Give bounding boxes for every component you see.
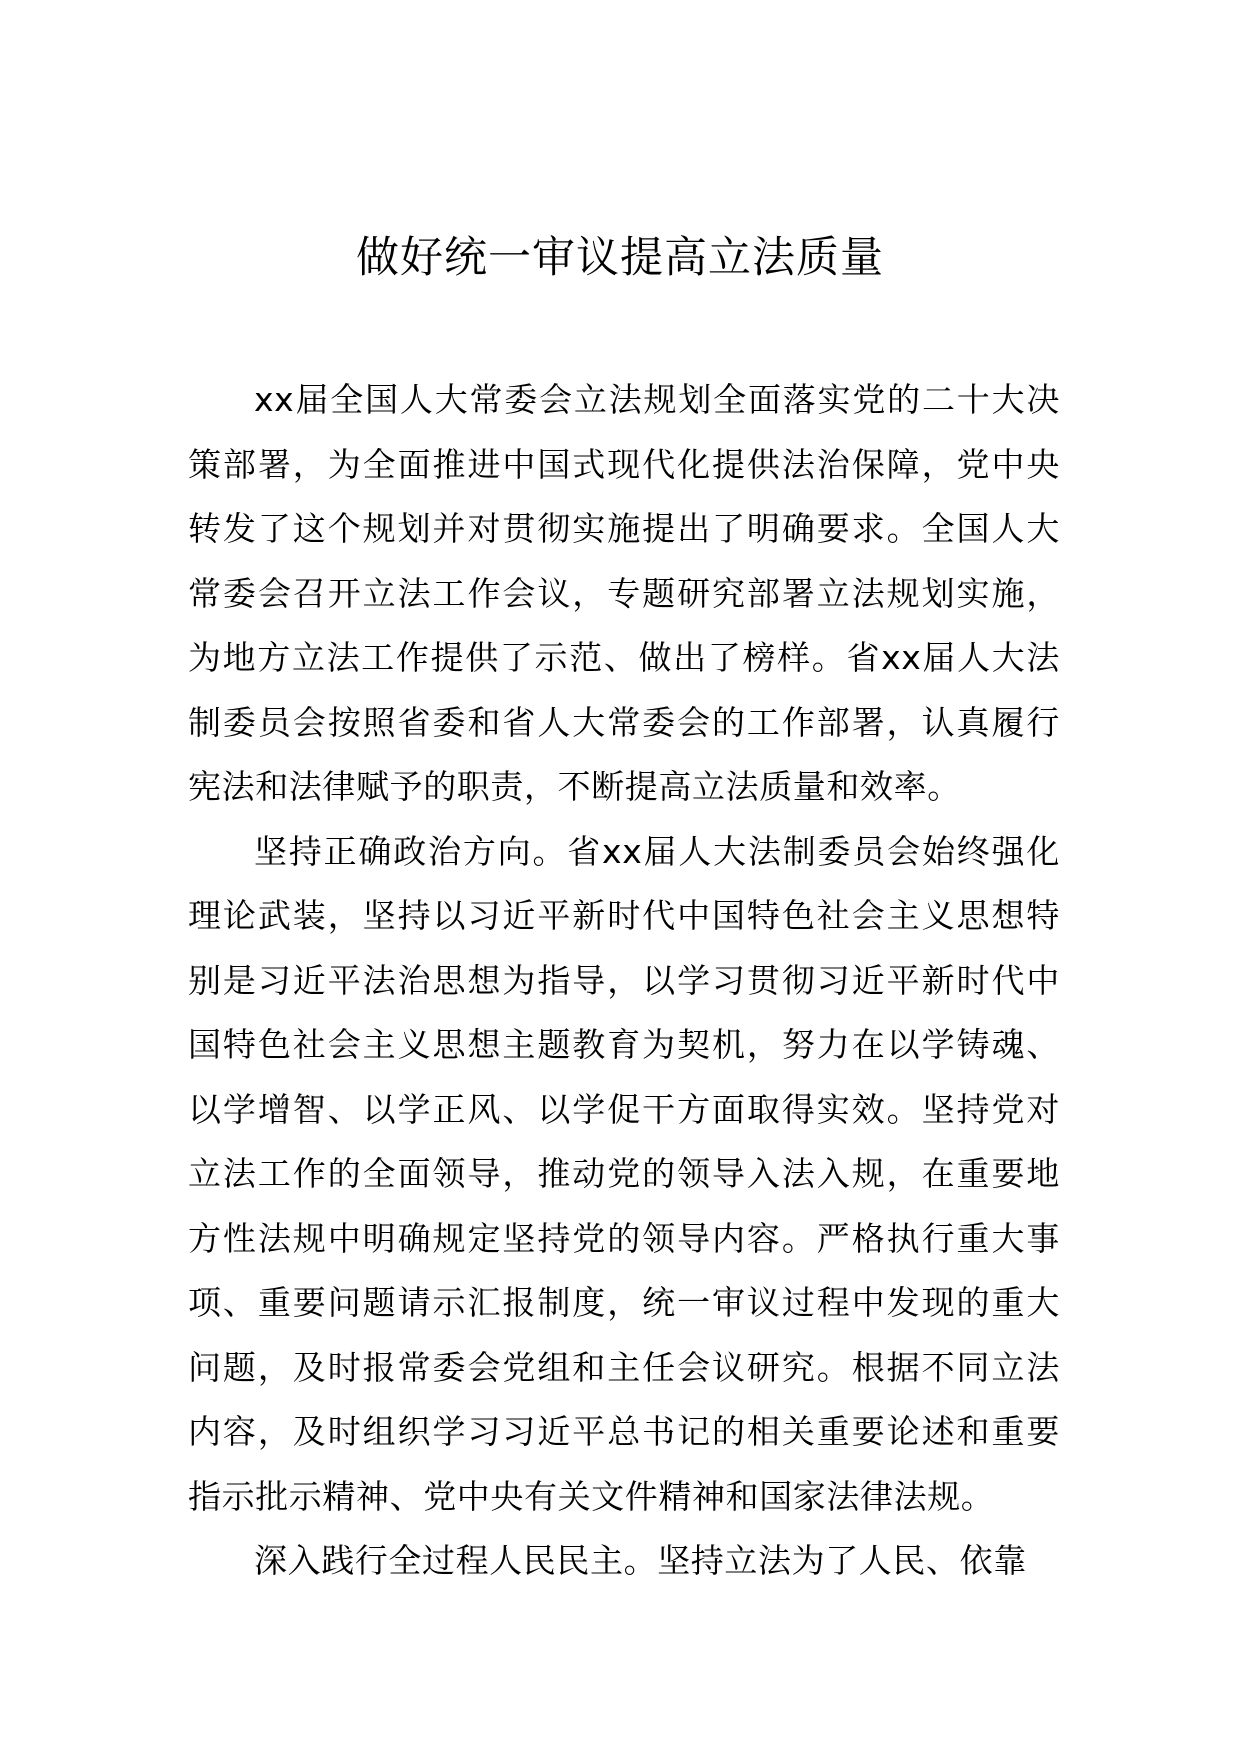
- paragraph-political-direction: 坚持正确政治方向。省xx届人大法制委员会始终强化理论武装，坚持以习近平新时代中国特色社会主义思想特别是习近平法治思想为指导，以学习贯彻习近平新时代中国特色社会主义思想主题教育为契机，努力在以学铸魂、以学增智、以学正风、以学促干方面取得实效。坚持党对立法工作的全面领导，推动党的领导入法入规，在重要地方性法规中明确规定坚持党的领导内容。严格执行重大事项、重要问题请示汇报制度，统一审议过程中发现的重大问题，及时报常委会党组和主任会议研究。根据不同立法内容，及时组织学习习近平总书记的相关重要论述和重要指示批示精神、党中央有关文件精神和国家法律法规。: [188, 831, 1060, 1516]
- document-body: [188, 368, 1060, 1594]
- document-title: 做好统一审议提高立法质量: [356, 233, 884, 283]
- paragraph-people-democracy: 深入践行全过程人民民主。坚持立法为了人民、依靠: [254, 1541, 1027, 1580]
- paragraph-intro: xx届全国人大常委会立法规划全面落实党的二十大决策部署，为全面推进中国式现代化提供法治保障，党中央转发了这个规划并对贯彻实施提出了明确要求。全国人大常委会召开立法工作会议，专题研究部署立法规划实施，为地方立法工作提供了示范、做出了榜样。省xx届人大法制委员会按照省委和省人大常委会的工作部署，认真履行宪法和法律赋予的职责，不断提高立法质量和效率。: [188, 380, 1060, 806]
